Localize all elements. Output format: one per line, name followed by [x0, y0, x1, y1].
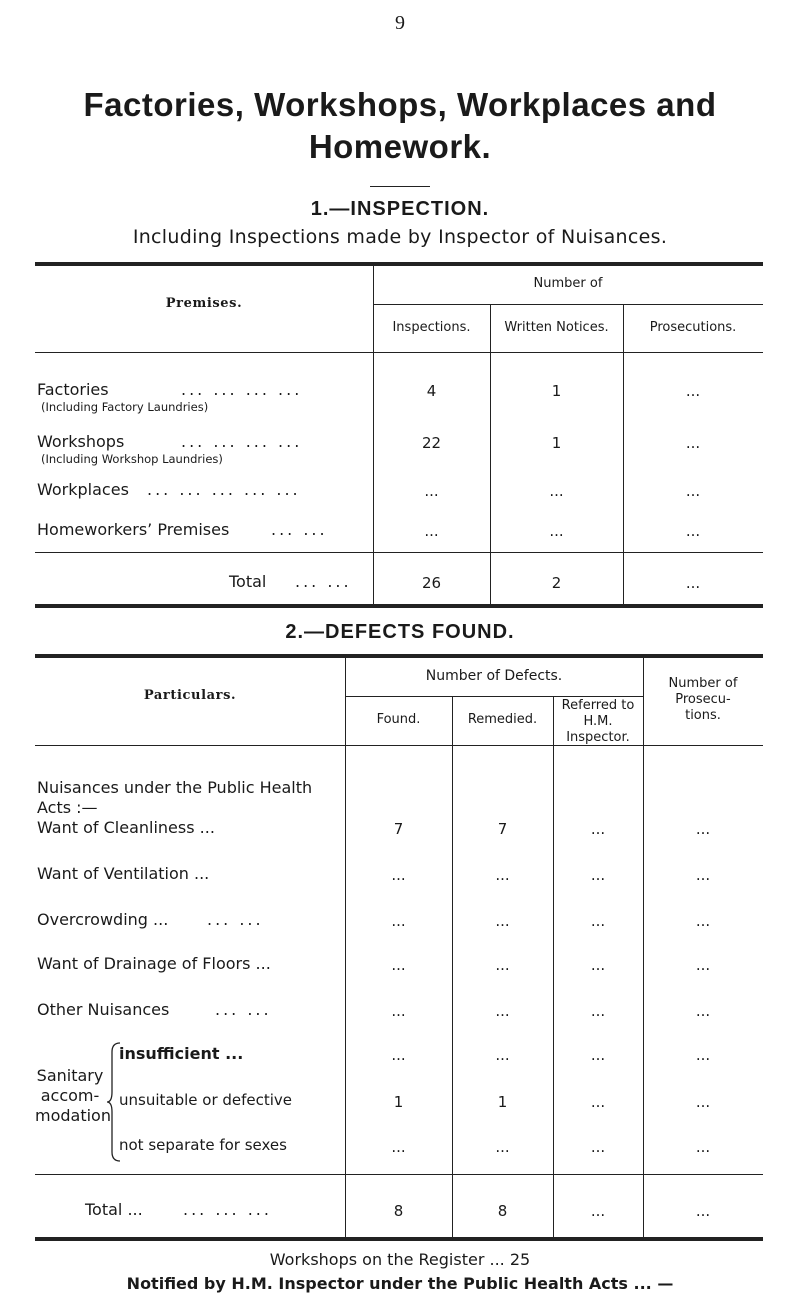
value-found: ... [391, 956, 406, 974]
leader-dots: ... ... [215, 1000, 272, 1019]
page-title-line-2: Homework. [308, 128, 492, 165]
value-total-prosecutions: ... [685, 574, 701, 592]
row-label-cleanliness: Want of Cleanliness ... [37, 818, 215, 837]
value-found: ... [391, 1138, 406, 1156]
value-found: ... [391, 1046, 406, 1064]
value-prosecutions: ... [685, 482, 701, 500]
leader-dots: ... ... [271, 520, 328, 539]
col-header-number-of-defects: Number of Defects. [425, 668, 563, 684]
value-notices: ... [549, 522, 564, 540]
value-referred: ... [590, 1138, 606, 1156]
footer-notified: Notified by H.M. Inspector under the Public Health Acts ... — [126, 1274, 674, 1293]
col-header-inspections: Inspections. [392, 320, 471, 335]
page-title [40, 84, 760, 168]
row-label-total: Total [229, 572, 267, 591]
page-number: 9 [395, 12, 405, 34]
value-referred: ... [590, 1093, 606, 1111]
row-label-ventilation: Want of Ventilation ... [37, 864, 210, 883]
value-prosecutions: ... [695, 1002, 711, 1020]
header-bottom-rule [35, 745, 763, 746]
row-label-overcrowding: Overcrowding ... [37, 910, 169, 929]
section-1-heading: 1.—INSPECTION. [310, 198, 490, 220]
row-label-workplaces: Workplaces [37, 480, 129, 499]
value-prosecutions: ... [685, 522, 701, 540]
value-referred: ... [590, 956, 606, 974]
col-header-premises: Premises. [165, 296, 243, 311]
total-top-rule [35, 1174, 763, 1175]
value-inspections: ... [424, 522, 439, 540]
leader-dots: ... ... ... ... ... [147, 480, 301, 499]
table-top-rule [35, 262, 763, 266]
value-notices: 1 [551, 434, 562, 452]
row-label-other-nuisances: Other Nuisances [37, 1000, 170, 1019]
value-prosecutions: ... [695, 1046, 711, 1064]
col-divider [490, 304, 491, 604]
value-total-inspections: 26 [421, 574, 442, 592]
col-header-prosecutions: Prosecutions. [649, 320, 737, 335]
leader-dots: ... ... ... ... [181, 380, 303, 399]
defects-table [35, 654, 763, 1242]
value-prosecutions: ... [695, 866, 711, 884]
value-notices: 1 [551, 382, 562, 400]
header-subrule [373, 304, 763, 305]
value-remedied: 1 [497, 1093, 508, 1111]
row-label-insufficient: insufficient ... [119, 1044, 244, 1063]
leader-dots: ... ... [295, 572, 352, 591]
value-referred: ... [590, 866, 606, 884]
row-sub-workshops: (Including Workshop Laundries) [41, 452, 223, 466]
value-inspections: ... [424, 482, 439, 500]
leader-dots: ... ... ... [183, 1200, 272, 1219]
section-1-subheading: Including Inspections made by Inspector of Nuisances. [132, 226, 668, 248]
col-header-number-of: Number of [533, 276, 603, 291]
value-remedied: ... [495, 912, 510, 930]
page-title-line-1: Factories, Workshops, Workplaces and [83, 86, 717, 123]
value-remedied: 7 [497, 820, 508, 838]
total-top-rule [35, 552, 763, 553]
value-notices: ... [549, 482, 564, 500]
value-total-notices: 2 [551, 574, 562, 592]
value-prosecutions: ... [695, 820, 711, 838]
table-bottom-rule [35, 1237, 763, 1241]
value-remedied: ... [495, 1002, 510, 1020]
value-inspections: 4 [426, 382, 437, 400]
value-referred: ... [590, 1002, 606, 1020]
value-remedied: ... [495, 1138, 510, 1156]
row-label-unsuitable: unsuitable or defective [119, 1091, 293, 1109]
col-header-remedied: Remedied. [467, 712, 538, 727]
value-prosecutions: ... [695, 1093, 711, 1111]
col-header-prosecutions: Number of Prosecu-tions. [668, 676, 738, 723]
nuisances-intro: Nuisances under the Public Health Acts :— [37, 778, 313, 817]
value-remedied: ... [495, 1046, 510, 1064]
value-remedied: ... [495, 866, 510, 884]
value-found: 1 [393, 1093, 404, 1111]
row-sub-factories: (Including Factory Laundries) [41, 400, 209, 414]
col-header-found: Found. [376, 712, 421, 727]
value-total-prosecutions: ... [695, 1202, 711, 1220]
value-prosecutions: ... [695, 1138, 711, 1156]
col-header-written-notices: Written Notices. [504, 320, 609, 335]
sanitary-group-label: Sanitary accom-modation [35, 1066, 111, 1125]
value-referred: ... [590, 820, 606, 838]
table-top-rule [35, 654, 763, 658]
table-bottom-rule [35, 604, 763, 608]
inspection-table [35, 262, 763, 608]
value-total-remedied: 8 [497, 1202, 508, 1220]
header-bottom-rule [35, 352, 763, 353]
value-found: 7 [393, 820, 404, 838]
col-header-referred: Referred to H.M. Inspector. [561, 698, 635, 745]
value-inspections: 22 [421, 434, 442, 452]
value-referred: ... [590, 912, 606, 930]
row-label-drainage: Want of Drainage of Floors ... [37, 954, 271, 973]
value-total-found: 8 [393, 1202, 404, 1220]
value-found: ... [391, 866, 406, 884]
leader-dots: ... ... [207, 910, 264, 929]
leader-dots: ... ... ... ... [181, 432, 303, 451]
section-2-heading: 2.—DEFECTS FOUND. [285, 621, 515, 643]
value-prosecutions: ... [685, 434, 701, 452]
value-prosecutions: ... [685, 382, 701, 400]
col-divider [623, 304, 624, 604]
value-remedied: ... [495, 956, 510, 974]
row-label-total: Total ... [85, 1200, 143, 1219]
title-divider [370, 186, 430, 187]
col-header-particulars: Particulars. [143, 688, 237, 703]
header-subrule [345, 696, 643, 697]
value-referred: ... [590, 1046, 606, 1064]
footer-workshops-register: Workshops on the Register ... 25 [269, 1250, 531, 1269]
value-found: ... [391, 1002, 406, 1020]
value-prosecutions: ... [695, 956, 711, 974]
row-label-workshops: Workshops [37, 432, 125, 451]
row-label-factories: Factories [37, 380, 109, 399]
value-found: ... [391, 912, 406, 930]
row-label-not-separate: not separate for sexes [119, 1136, 287, 1154]
row-label-homeworkers: Homeworkers’ Premises [37, 520, 230, 539]
value-prosecutions: ... [695, 912, 711, 930]
value-total-referred: ... [590, 1202, 606, 1220]
